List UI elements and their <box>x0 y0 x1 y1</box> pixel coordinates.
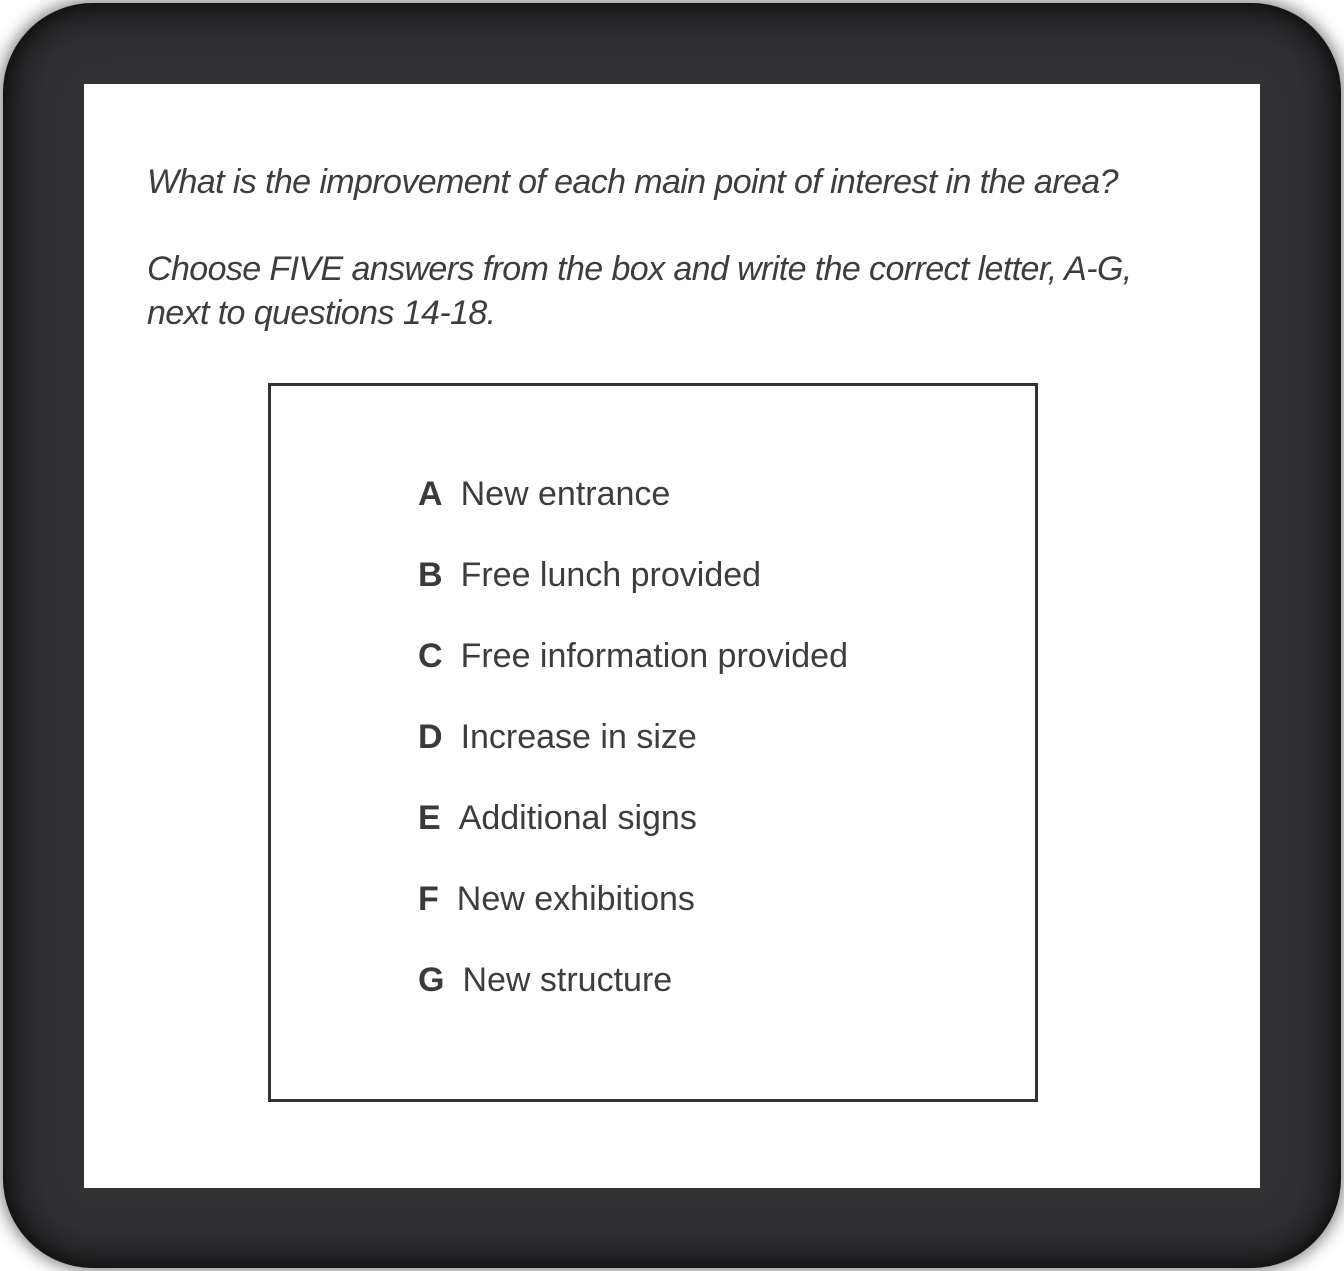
instruction-line-2: next to questions 14-18. <box>147 294 496 332</box>
question-card <box>84 84 1260 1188</box>
option-letter-d: D <box>418 718 443 756</box>
option-row-c <box>418 634 1015 678</box>
option-label-b: Free lunch provided <box>460 556 762 594</box>
option-letter-b: B <box>418 556 443 594</box>
option-label-f: New exhibitions <box>456 880 695 918</box>
question-prompt: What is the improvement of each main point of interest in the area? <box>147 163 1118 201</box>
option-label-c: Free information provided <box>460 637 848 675</box>
option-letter-g: G <box>418 961 445 999</box>
option-label-e: Additional signs <box>458 799 697 837</box>
option-label-a: New entrance <box>460 475 671 513</box>
option-row-e <box>418 796 1015 840</box>
question-instructions <box>147 247 1232 335</box>
option-letter-a: A <box>418 475 443 513</box>
answer-options-list <box>271 386 1035 1002</box>
option-letter-f: F <box>418 880 439 918</box>
option-letter-e: E <box>418 799 441 837</box>
option-row-b <box>418 553 1015 597</box>
option-letter-c: C <box>418 637 443 675</box>
option-row-d <box>418 715 1015 759</box>
option-row-g <box>418 958 1015 1002</box>
instruction-line-1: Choose FIVE answers from the box and write the correct letter, A-G, <box>147 250 1132 288</box>
option-row-f <box>418 877 1015 921</box>
option-label-d: Increase in size <box>460 718 697 756</box>
answer-options-box <box>268 383 1038 1102</box>
option-row-a <box>418 472 1015 516</box>
option-label-g: New structure <box>462 961 673 999</box>
